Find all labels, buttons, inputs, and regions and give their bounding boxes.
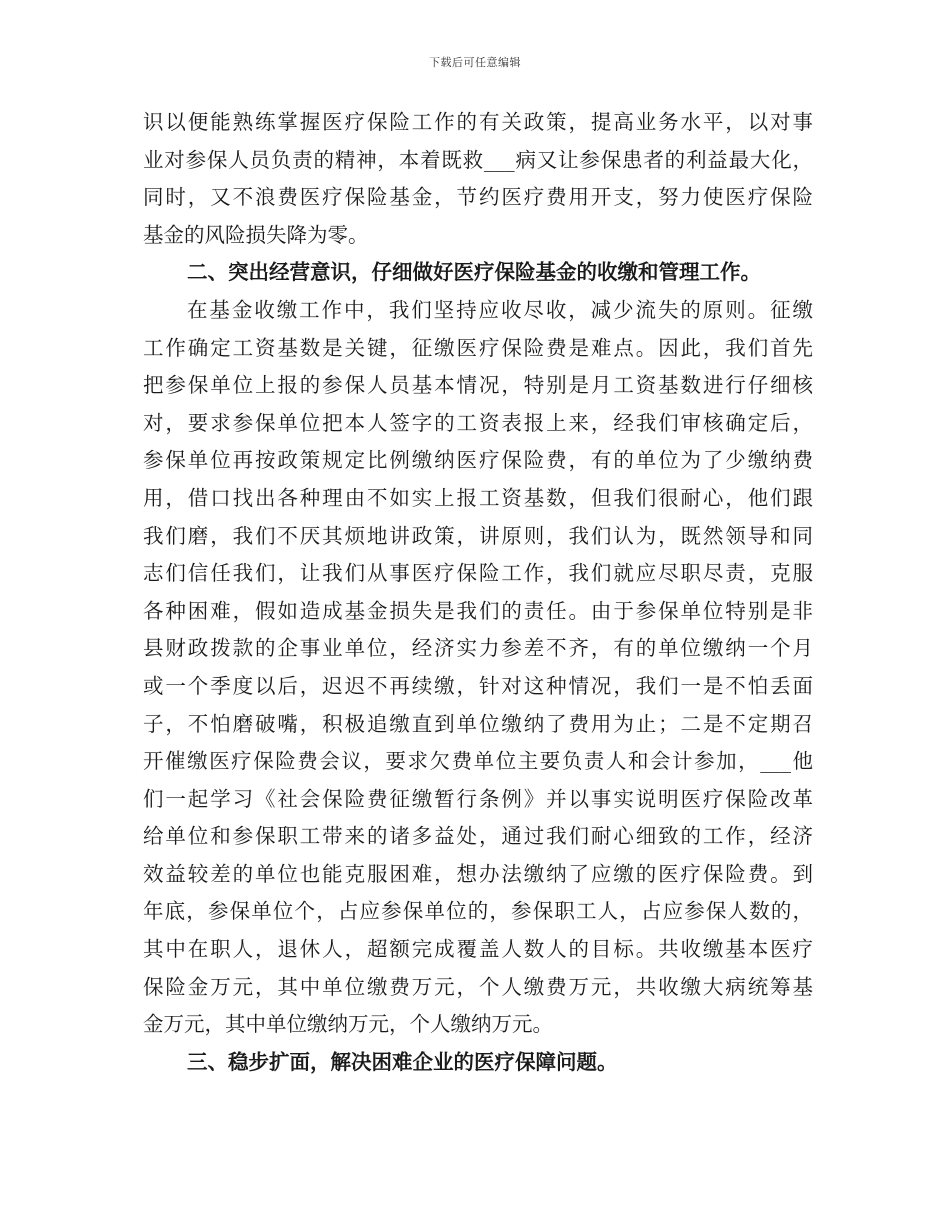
- paragraph-line: 开催缴医疗保险费会议，要求欠费单位主要负责人和会计参加，___他: [143, 749, 813, 774]
- paragraph-line: 在基金收缴工作中，我们坚持应收尽收，减少流失的原则。征缴: [187, 297, 813, 322]
- paragraph-line: 或一个季度以后，迟迟不再续缴，针对这种情况，我们一是不怕丢面: [143, 673, 813, 698]
- paragraph-line: 业对参保人员负责的精神，本着既救___病又让参保患者的利益最大化，: [143, 147, 813, 172]
- paragraph-line: 金万元，其中单位缴纳万元，个人缴纳万元。: [143, 1012, 553, 1037]
- paragraph-line: 给单位和参保职工带来的诸多益处，通过我们耐心细致的工作，经济: [143, 824, 813, 849]
- paragraph-line: 识以便能熟练掌握医疗保险工作的有关政策，提高业务水平，以对事: [143, 110, 813, 134]
- paragraph-line: 同时，又不浪费医疗保险基金，节约医疗费用开支，努力使医疗保险: [143, 185, 813, 210]
- paragraph-line: 其中在职人，退休人，超额完成覆盖人数人的目标。共收缴基本医疗: [143, 937, 813, 962]
- section-heading: 二、突出经营意识，仔细做好医疗保险基金的收缴和管理工作。: [187, 260, 761, 285]
- paragraph-line: 子，不怕磨破嘴，积极追缴直到单位缴纳了费用为止；二是不定期召: [143, 711, 813, 736]
- paragraph-line: 我们磨，我们不厌其烦地讲政策，讲原则，我们认为，既然领导和同: [143, 523, 813, 548]
- paragraph-line: 工作确定工资基数是关键，征缴医疗保险费是难点。因此，我们首先: [143, 335, 813, 360]
- paragraph-line: 基金的风险损失降为零。: [143, 222, 369, 247]
- paragraph-line: 把参保单位上报的参保人员基本情况，特别是月工资基数进行仔细核: [143, 373, 813, 398]
- paragraph-line: 用，借口找出各种理由不如实上报工资基数，但我们很耐心，他们跟: [143, 485, 813, 510]
- page-header: 下载后可任意编辑: [429, 56, 521, 69]
- paragraph-line: 保险金万元，其中单位缴费万元，个人缴费万元，共收缴大病统筹基: [143, 974, 813, 999]
- paragraph-line: 对，要求参保单位把本人签字的工资表报上来，经我们审核确定后，: [143, 410, 813, 435]
- paragraph-line: 县财政拨款的企事业单位，经济实力参差不齐，有的单位缴纳一个月: [143, 636, 813, 661]
- paragraph-line: 参保单位再按政策规定比例缴纳医疗保险费，有的单位为了少缴纳费: [143, 448, 813, 473]
- paragraph-line: 们一起学习《社会保险费征缴暂行条例》并以事实说明医疗保险改革: [143, 786, 813, 811]
- paragraph-line: 各种困难，假如造成基金损失是我们的责任。由于参保单位特别是非: [143, 598, 813, 623]
- paragraph-line: 效益较差的单位也能克服困难，想办法缴纳了应缴的医疗保险费。到: [143, 861, 813, 886]
- document-body: [143, 104, 813, 1081]
- section-heading: 三、稳步扩面，解决困难企业的医疗保障问题。: [187, 1049, 618, 1074]
- paragraph-line: 年底，参保单位个，占应参保单位的，参保职工人，占应参保人数的，: [143, 899, 813, 924]
- paragraph-line: 志们信任我们，让我们从事医疗保险工作，我们就应尽职尽责，克服: [143, 561, 813, 586]
